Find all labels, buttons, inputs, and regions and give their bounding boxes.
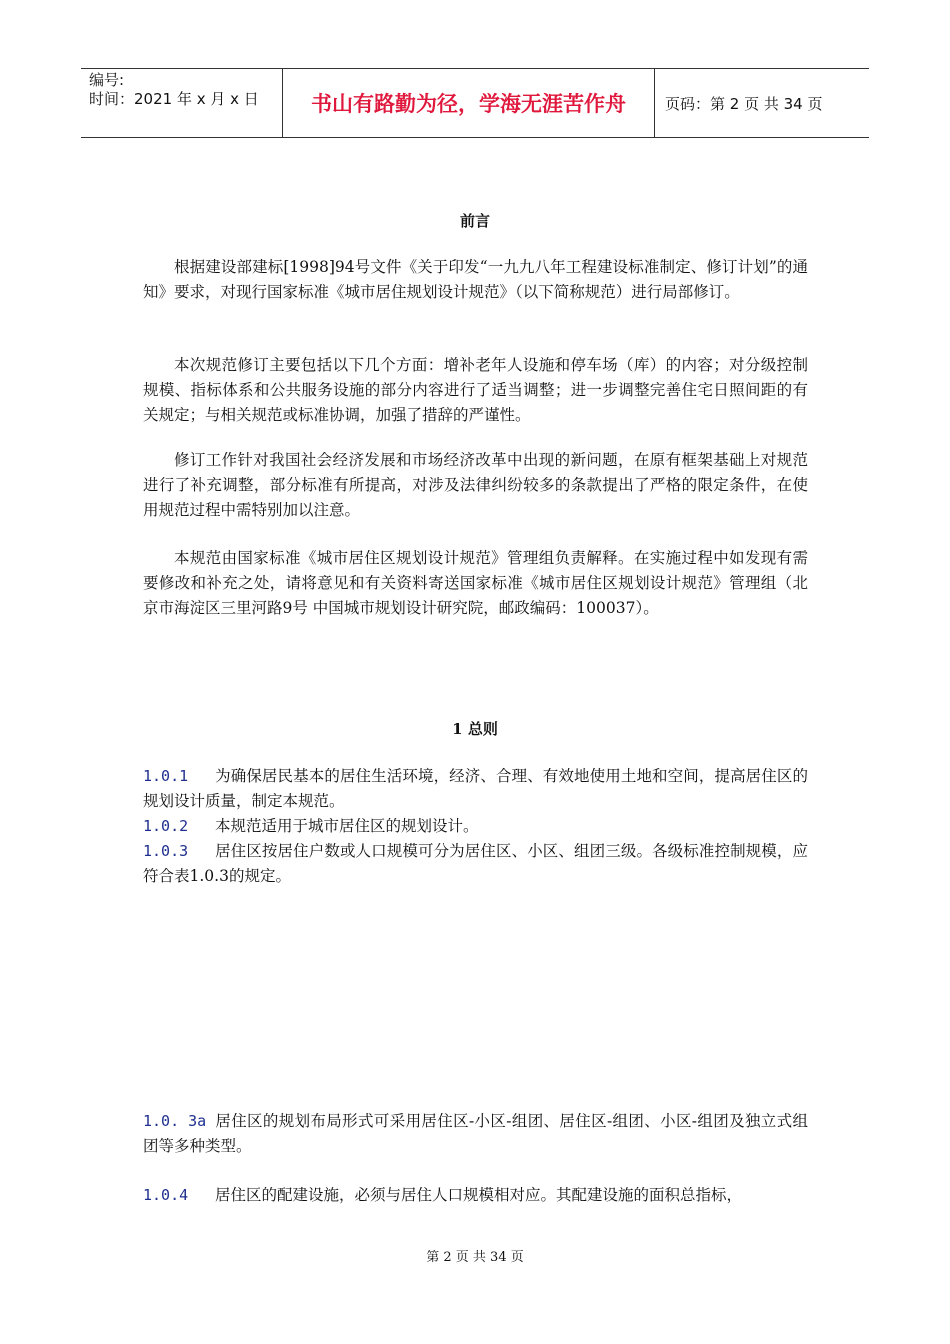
clause-number: 1.0.4	[143, 1186, 189, 1204]
clause-text: 为确保居民基本的居住生活环境，经济、合理、有效地使用土地和空间，提高居住区的规划设计质量，制定本规范。	[143, 767, 808, 810]
clause-number: 1.0. 3a	[143, 1112, 207, 1130]
header-page-info: 页码：第 2 页 共 34 页	[665, 94, 823, 113]
clause-text: 居住区按居住户数或人口规模可分为居住区、小区、组团三级。各级标准控制规模，应符合表1.0.3的规定。	[143, 842, 808, 885]
chapter-title: 1 总则	[452, 720, 498, 738]
page-footer: 第 2 页 共 34 页	[426, 1250, 524, 1265]
clause-1-0-3	[143, 839, 808, 889]
preface-paragraph: 根据建设部建标[1998]94号文件《关于印发“一九九八年工程建设标准制定、修订计划”的通知》要求，对现行国家标准《城市居住规划设计规范》（以下简称规范）进行局部修订。	[143, 258, 808, 301]
header-motto: 书山有路勤为径，学海无涯苦作舟	[283, 69, 655, 137]
clause-text: 本规范适用于城市居住区的规划设计。	[215, 817, 479, 835]
clause-1-0-3a	[143, 1109, 808, 1159]
clause-text: 居住区的规划布局形式可采用居住区-小区-组团、居住区-组团、小区-组团及独立式组团等多种类型。	[143, 1112, 808, 1155]
preface-paragraph: 修订工作针对我国社会经济发展和市场经济改革中出现的新问题，在原有框架基础上对规范进行了补充调整，部分标准有所提高，对涉及法律纠纷较多的条款提出了严格的限定条件，在使用规范过程中需特别加以注意。	[143, 451, 808, 519]
clause-number: 1.0.1	[143, 767, 189, 785]
number-label: 编号:	[89, 71, 125, 89]
header-meta	[81, 69, 283, 137]
preface-paragraph: 本规范由国家标准《城市居住区规划设计规范》管理组负责解释。在实施过程中如发现有需要修改和补充之处，请将意见和有关资料寄送国家标准《城市居住区规划设计规范》管理组（北京市海淀区三里河路9号 中国城市规划设计研究院，邮政编码：100037）。	[143, 549, 808, 617]
clause-number: 1.0.2	[143, 817, 189, 835]
clause-number: 1.0.3	[143, 842, 189, 860]
clause-text: 居住区的配建设施，必须与居住人口规模相对应。其配建设施的面积总指标，	[215, 1186, 743, 1204]
preface-paragraph: 本次规范修订主要包括以下几个方面：增补老年人设施和停车场（库）的内容；对分级控制规模、指标体系和公共服务设施的部分内容进行了适当调整；进一步调整完善住宅日照间距的有关规定；与相关规范或标准协调，加强了措辞的严谨性。	[143, 356, 808, 424]
page-header	[81, 68, 869, 138]
time-label: 时间：2021 年 x 月 x 日	[89, 90, 259, 108]
clause-1-0-1	[143, 764, 808, 814]
clause-1-0-2	[143, 814, 808, 839]
preface-title: 前言	[459, 212, 490, 230]
clause-1-0-4	[143, 1183, 808, 1208]
